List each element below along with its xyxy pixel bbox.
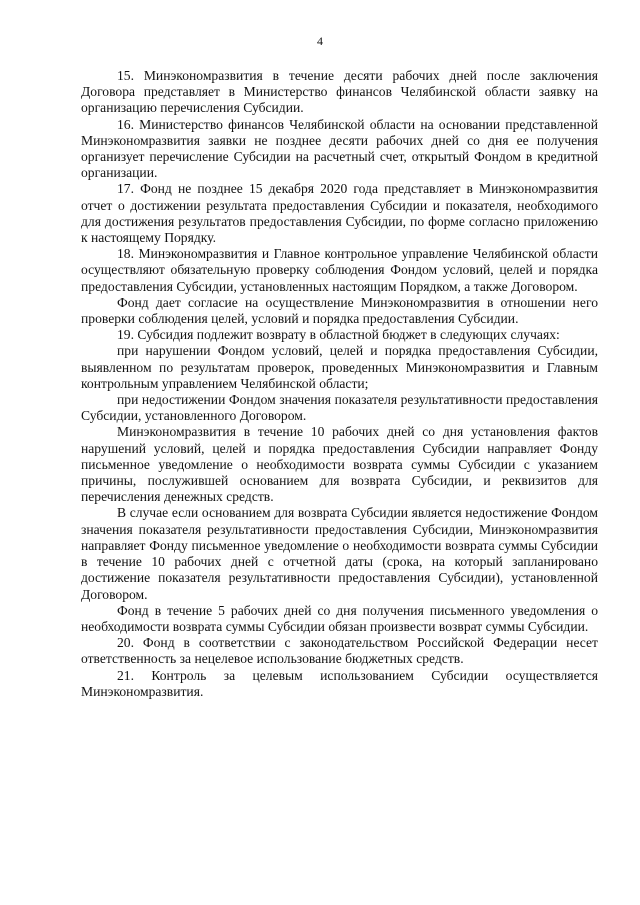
paragraph-19: 19. Субсидия подлежит возврату в областной бюджет в следующих случаях:: [117, 327, 560, 343]
paragraph-16: 16. Министерство финансов Челябинской области на основании представленной Минэкономразвития заявки не позднее десяти рабочих дней со дня ее получения организует перечисление Субсидии на расчетный счет, открытый Фондом в кредитной организации.: [81, 116, 598, 181]
paragraph-notification-non-achievement: В случае если основанием для возврата Субсидии является недостижение Фондом значения показателя результативности предоставления Субсидии, Минэкономразвития направляет Фонду письменное уведомление о необходимости возврата суммы Субсидии в течение 10 рабочих дней с отчетной даты (срока, на который запланировано достижение показателя результативности предоставления Субсидии), установленной Договором.: [81, 505, 598, 602]
paragraph-fund-consent: Фонд дает согласие на осуществление Минэкономразвития в отношении него проверки соблюдения целей, условий и порядка предоставления Субсидии.: [81, 294, 598, 327]
paragraph-notification-violation: Минэкономразвития в течение 10 рабочих дней со дня установления фактов нарушений условий, целей и порядка предоставления Субсидии направляет Фонду письменное уведомление о необходимости возврата суммы Субсидии с указанием причины, послужившей основанием для возврата Субсидии, и реквизитов для перечисления денежных средств.: [81, 424, 598, 505]
paragraph-18: 18. Минэкономразвития и Главное контрольное управление Челябинской области осуществляют обязательную проверку соблюдения Фондом условий, целей и порядка предоставления Субсидии, установленных настоящим Порядком, а также Договором.: [81, 246, 598, 294]
paragraph-case-non-achievement: при недостижении Фондом значения показателя результативности предоставления Субсидии, установленного Договором.: [81, 392, 598, 424]
paragraph-15: 15. Минэкономразвития в течение десяти рабочих дней после заключения Договора представляет в Министерство финансов Челябинской области заявку на организацию перечисления Субсидии.: [81, 68, 598, 116]
paragraph-17: 17. Фонд не позднее 15 декабря 2020 года представляет в Минэкономразвития отчет о достижении результата предоставления Субсидии и показателя, необходимого для достижения результатов предоставления Субсидии, по форме согласно приложению к настоящему Порядку.: [81, 181, 598, 246]
paragraph-fund-return: Фонд в течение 5 рабочих дней со дня получения письменного уведомления о необходимости возврата суммы Субсидии обязан произвести возврат суммы Субсидии.: [81, 602, 598, 634]
page-number: 4: [317, 34, 323, 48]
paragraph-21: 21. Контроль за целевым использованием Субсидии осуществляется Минэкономразвития.: [81, 667, 598, 699]
paragraph-20: 20. Фонд в соответствии с законодательством Российской Федерации несет ответственность за нецелевое использование бюджетных средств.: [81, 635, 598, 667]
document-body: [81, 68, 598, 700]
paragraph-case-violation: при нарушении Фондом условий, целей и порядка предоставления Субсидии, выявленном по результатам проверок, проведенных Минэкономразвития и Главным контрольным управлением Челябинской области;: [81, 343, 598, 391]
